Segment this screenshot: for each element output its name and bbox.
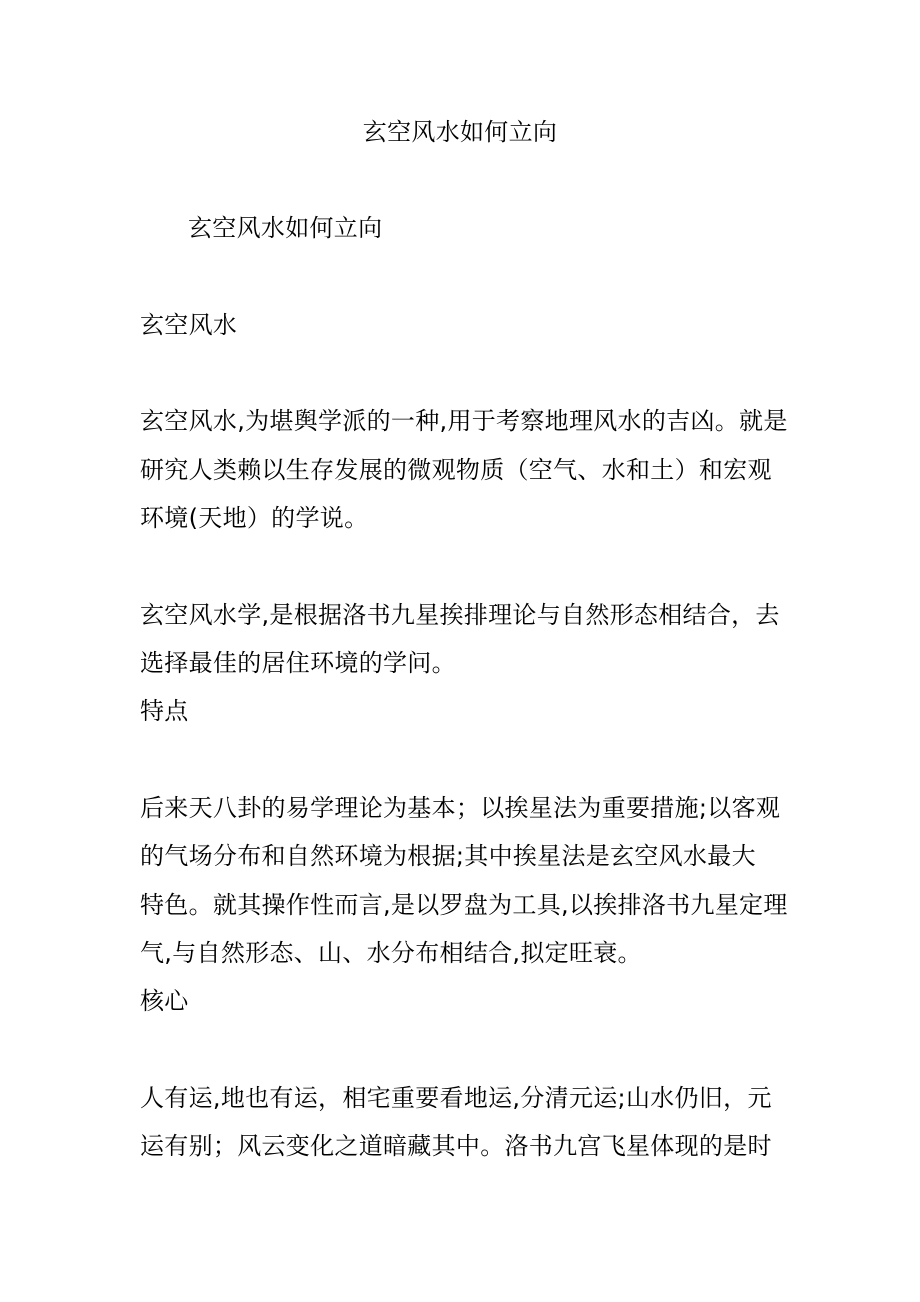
- paragraph-2-line-1: 玄空风水学,是根据洛书九星挨排理论与自然形态相结合，去: [140, 601, 780, 629]
- paragraph-1-line-1: 玄空风水,为堪舆学派的一种,用于考察地理风水的吉凶。就是: [140, 407, 788, 435]
- paragraph-1-line-2: 研究人类赖以生存发展的微观物质（空气、水和土）和宏观: [140, 456, 772, 484]
- paragraph-4-line-1: 人有运,地也有运，相宅重要看地运,分清元运;山水仍旧，元: [140, 1084, 772, 1112]
- paragraph-1-line-3: 环境(天地）的学说。: [140, 504, 369, 532]
- heading-core: 核心: [140, 987, 189, 1015]
- paragraph-4-line-2: 运有别；风云变化之道暗藏其中。洛书九宫飞星体现的是时: [140, 1132, 772, 1160]
- paragraph-3-line-1: 后来天八卦的易学理论为基本；以挨星法为重要措施;以客观: [140, 794, 781, 822]
- paragraph-3-line-4: 气,与自然形态、山、水分布相结合,拟定旺衰。: [140, 939, 642, 967]
- document-subtitle: 玄空风水如何立向: [188, 214, 383, 242]
- paragraph-2-line-2: 选择最佳的居住环境的学问。: [140, 649, 456, 677]
- document-title: 玄空风水如何立向: [362, 118, 558, 146]
- heading-features: 特点: [140, 697, 189, 725]
- paragraph-3-line-3: 特色。就其操作性而言,是以罗盘为工具,以挨排洛书九星定理: [140, 891, 788, 919]
- section-heading: 玄空风水: [140, 311, 238, 339]
- paragraph-3-line-2: 的气场分布和自然环境为根据;其中挨星法是玄空风水最大: [140, 842, 756, 870]
